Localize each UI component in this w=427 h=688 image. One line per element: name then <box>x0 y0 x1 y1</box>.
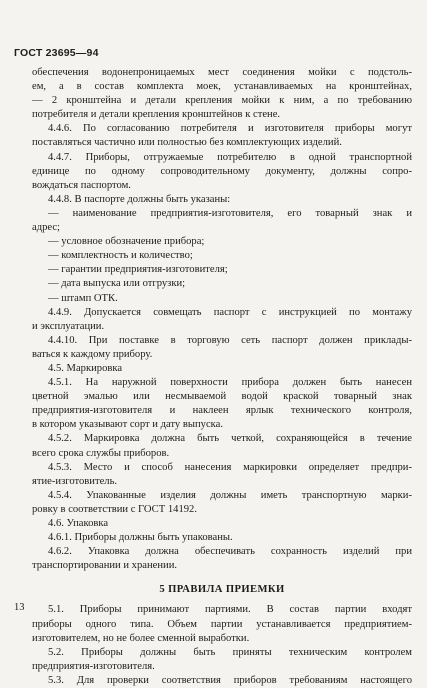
text-line: предприятия-изготовителя. <box>32 660 155 672</box>
text-line: — гарантии предприятия-изготовителя; <box>48 264 228 276</box>
page-number: 13 <box>14 602 25 613</box>
text-line: транспортировании и хранении. <box>32 560 178 572</box>
text-line: 4.5.2. Маркировка должна быть четкой, сохраняющейся в течение <box>48 433 412 445</box>
text-line: ем, а в состав комплекта моек, устанавливаемых на кронштейнах, <box>32 81 412 93</box>
text-line: 5.3. Для проверки соответствия приборов требованиям настоящего <box>48 674 412 686</box>
text-line: ваться к каждому прибору. <box>32 348 153 360</box>
document-header: ГОСТ 23695—94 <box>14 47 99 59</box>
text-line: 4.5.1. На наружной поверхности прибора должен быть нанесен <box>48 377 412 389</box>
text-line: 4.4.10. При поставке в торговую сеть паспорт должен приклады- <box>48 334 412 346</box>
text-line: — дата выпуска или отгрузки; <box>48 278 186 290</box>
text-line: — 2 кронштейна и детали крепления мойки к ним, а по требованию <box>32 95 412 107</box>
text-line: вождаться паспортом. <box>32 179 131 191</box>
text-line: 5.2. Приборы должны быть приняты техническим контролем <box>48 646 412 658</box>
text-line: поставляться частично или полностью без комплектующих изделий. <box>32 137 342 149</box>
text-line: — штамп ОТК. <box>48 292 118 304</box>
text-line: 4.4.8. В паспорте должны быть указаны: <box>48 193 231 205</box>
text-line: и эксплуатации. <box>32 320 105 332</box>
text-line: предприятия-изготовителя и наклеен ярлык технического контроля, <box>32 405 412 417</box>
text-block-section-4 <box>32 66 412 573</box>
text-line: цветной эмалью или несмываемой водой краской товарный знак <box>32 391 412 403</box>
text-line: 4.4.9. Допускается совмещать паспорт с инструкцией по монтажу <box>48 306 412 318</box>
text-line: обеспечения водонепроницаемых мест соединения мойки с подстоль- <box>32 67 412 78</box>
text-line: единице по одному сопроводительному документу, должны сопро- <box>32 165 412 177</box>
text-line: потребителя и детали крепления кронштейнов к стене. <box>32 109 281 121</box>
text-line: приборы одного типа. Объем партии устанавливается предприятием- <box>32 618 412 630</box>
text-line: 4.5.4. Упакованные изделия должны иметь транспортную марки- <box>48 489 412 501</box>
text-line: ятие-изготовитель. <box>32 475 118 487</box>
text-line: — наименование предприятия-изготовителя, его товарный знак и <box>48 207 412 219</box>
text-line: 4.6. Упаковка <box>48 518 109 529</box>
text-line: 4.4.6. По согласованию потребителя и изготовителя приборы могут <box>48 123 412 135</box>
text-line: 4.6.2. Упаковка должна обеспечивать сохранность изделий при <box>48 546 412 558</box>
text-line: 4.6.1. Приборы должны быть упакованы. <box>48 532 233 544</box>
text-line: в котором указывают сорт и дату выпуска. <box>32 419 223 431</box>
document-body <box>32 66 412 688</box>
text-line: адрес; <box>32 222 61 234</box>
text-line: изготовителем, но не более сменной выработки. <box>32 632 250 644</box>
text-line: 4.5. Маркировка <box>48 362 123 374</box>
section-title: 5 ПРАВИЛА ПРИЕМКИ <box>159 584 285 596</box>
text-line: 4.4.7. Приборы, отгружаемые потребителю в одной транспортной <box>48 151 412 163</box>
text-line: 5.1. Приборы принимают партиями. В состав партии входят <box>48 604 412 616</box>
text-block-section-5 <box>32 603 412 688</box>
text-line: — комплектность и количество; <box>48 250 193 262</box>
text-line: 4.5.3. Место и способ нанесения маркировки определяет предпри- <box>48 461 412 473</box>
text-line: всего срока службы приборов. <box>32 447 170 459</box>
text-line: ровку в соответствии с ГОСТ 14192. <box>32 503 198 515</box>
text-line: — условное обозначение прибора; <box>48 236 205 248</box>
